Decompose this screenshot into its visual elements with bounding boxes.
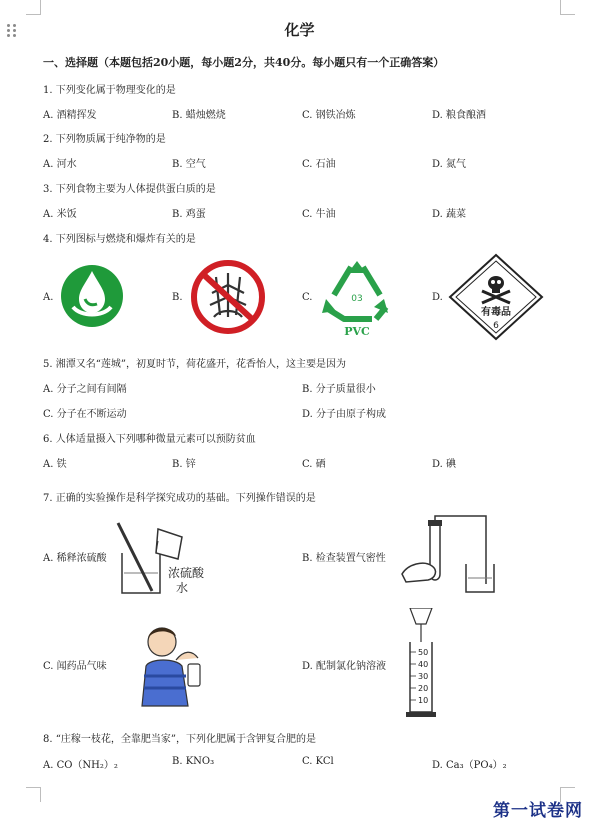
- question-4-stem: 4. 下列图标与燃烧和爆炸有关的是: [43, 234, 196, 245]
- q3-option-a[interactable]: A. 米饭: [43, 209, 77, 220]
- corner-mark-top-right: [560, 0, 575, 15]
- q7-option-b[interactable]: B. 检查装置气密性: [302, 553, 386, 564]
- q5-option-b[interactable]: B. 分子质量很小: [302, 384, 376, 395]
- cylinder-tick-20: 20: [418, 684, 429, 693]
- q4-option-a[interactable]: A.: [43, 292, 54, 303]
- smelling-figure-icon: [132, 620, 206, 708]
- q8-option-d[interactable]: D. Ca₃（PO₄）₂: [432, 760, 507, 771]
- q8-option-c[interactable]: C. KCl: [302, 756, 334, 767]
- cylinder-tick-50: 50: [418, 648, 429, 657]
- acid-label: 浓硫酸: [168, 566, 205, 580]
- q3-option-c[interactable]: C. 牛油: [302, 209, 336, 220]
- q2-option-c[interactable]: C. 石油: [302, 159, 336, 170]
- q4-option-c[interactable]: C.: [302, 292, 313, 303]
- q4-option-d[interactable]: D.: [432, 292, 443, 303]
- question-5-stem: 5. 湘潭又名“莲城”，初夏时节，荷花盛开，花香怡人，这主要是因为: [43, 359, 346, 370]
- question-2-stem: 2. 下列物质属于纯净物的是: [43, 134, 166, 145]
- dilution-figure-icon: [112, 519, 222, 597]
- q3-option-b[interactable]: B. 鸡蛋: [172, 209, 206, 220]
- q5-option-d[interactable]: D. 分子由原子构成: [302, 409, 387, 420]
- question-3-stem: 3. 下列食物主要为人体提供蛋白质的是: [43, 184, 216, 195]
- q1-option-b[interactable]: B. 蜡烛燃烧: [172, 110, 226, 121]
- airtightness-figure-icon: [398, 514, 498, 598]
- corner-mark-bottom-left: [26, 787, 41, 802]
- q6-option-b[interactable]: B. 锌: [172, 459, 196, 470]
- question-7-stem: 7. 正确的实验操作是科学探究成功的基础。下列操作错误的是: [43, 493, 316, 504]
- q6-option-c[interactable]: C. 硒: [302, 459, 326, 470]
- no-fireworks-sign-icon: [190, 259, 266, 335]
- page-title: 化学: [284, 21, 315, 39]
- poison-label: 有毒品: [481, 307, 511, 318]
- cylinder-tick-30: 30: [418, 672, 429, 681]
- cylinder-tick-10: 10: [418, 696, 429, 705]
- site-watermark: 第一试卷网: [493, 801, 583, 821]
- q8-option-b[interactable]: B. KNO₃: [172, 756, 215, 767]
- q5-option-c[interactable]: C. 分子在不断运动: [43, 409, 127, 420]
- q6-option-a[interactable]: A. 铁: [43, 459, 67, 470]
- q5-option-a[interactable]: A. 分子之间有间隔: [43, 384, 127, 395]
- q7-option-d[interactable]: D. 配制氯化钠溶液: [302, 661, 387, 672]
- q4-option-b[interactable]: B.: [172, 292, 183, 303]
- question-6-stem: 6. 人体适量摄入下列哪种微量元素可以预防贫血: [43, 434, 256, 445]
- water-saving-logo-icon: [59, 263, 125, 329]
- q2-option-a[interactable]: A. 河水: [43, 159, 77, 170]
- q7-option-a[interactable]: A. 稀释浓硫酸: [43, 553, 107, 564]
- q6-option-d[interactable]: D. 碘: [432, 459, 457, 470]
- pvc-recycle-icon: [318, 259, 396, 341]
- corner-mark-top-left: [26, 0, 41, 15]
- toxic-sign-icon: [448, 253, 544, 341]
- q3-option-d[interactable]: D. 蔬菜: [432, 209, 467, 220]
- question-1-stem: 1. 下列变化属于物理变化的是: [43, 85, 176, 96]
- graduated-cylinder-icon: [404, 608, 438, 720]
- q1-option-d[interactable]: D. 粮食酿酒: [432, 110, 487, 121]
- question-8-stem: 8. “庄稼一枝花，全靠肥当家”，下列化肥属于含钾复合肥的是: [43, 734, 316, 745]
- recycle-label: PVC: [344, 325, 370, 338]
- cylinder-tick-40: 40: [418, 660, 429, 669]
- poison-class: 6: [493, 321, 499, 331]
- q2-option-b[interactable]: B. 空气: [172, 159, 206, 170]
- recycle-number: 03: [351, 294, 363, 304]
- q2-option-d[interactable]: D. 氮气: [432, 159, 467, 170]
- q8-option-a[interactable]: A. CO（NH₂）₂: [43, 760, 118, 771]
- q1-option-a[interactable]: A. 酒精挥发: [43, 110, 97, 121]
- water-label: 水: [176, 581, 189, 595]
- q7-option-c[interactable]: C. 闻药品气味: [43, 661, 107, 672]
- section-heading: 一、选择题（本题包括20小题，每小题2分，共40分。每小题只有一个正确答案）: [43, 56, 445, 69]
- q1-option-c[interactable]: C. 钢铁冶炼: [302, 110, 356, 121]
